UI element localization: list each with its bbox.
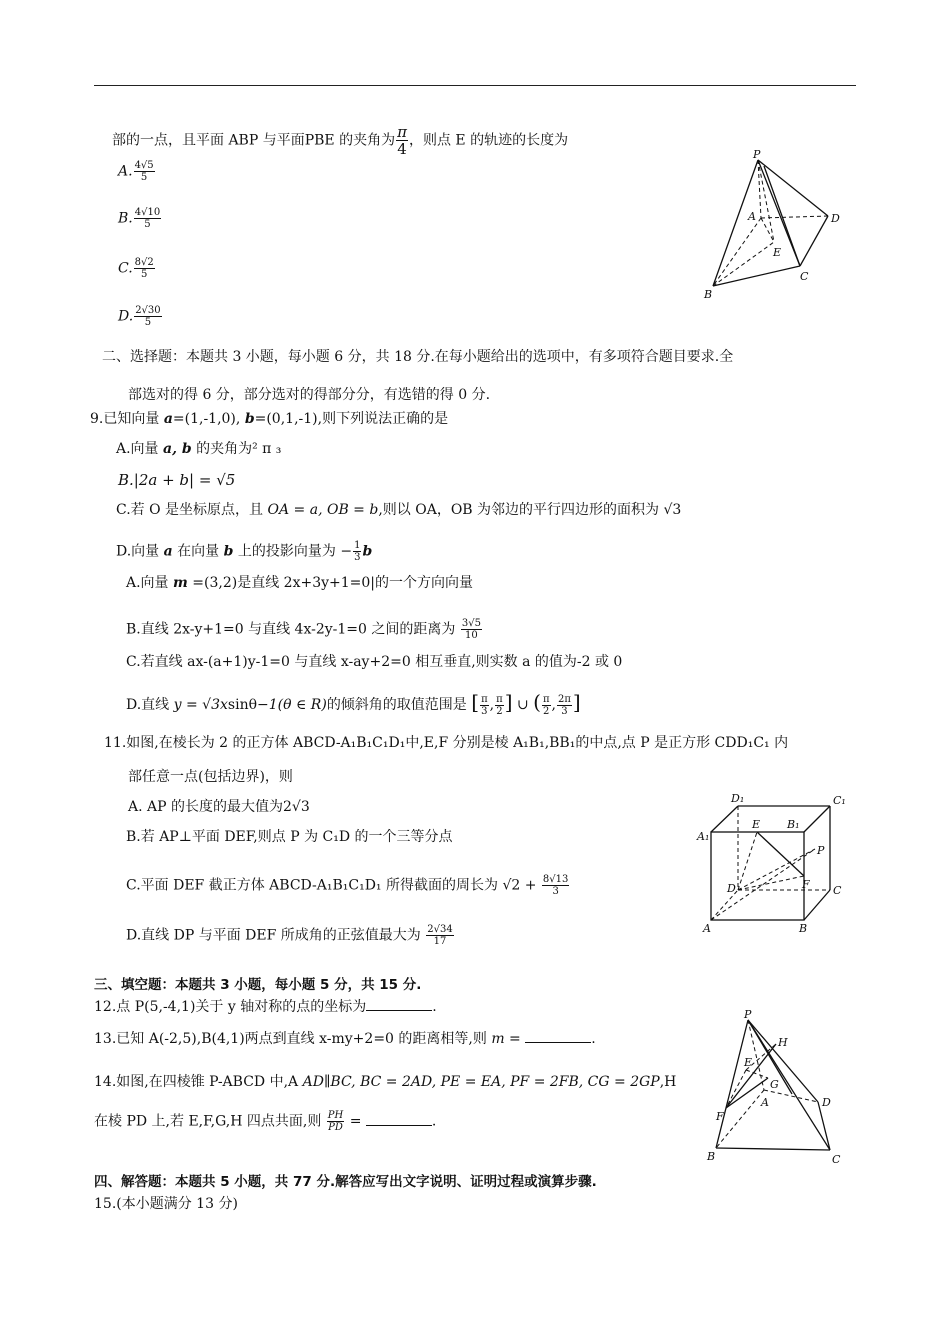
q11-option-d: D.直线 DP 与平面 DEF 所成角的正弦值最大为 $\frac{2√34}{17}$: [126, 924, 453, 947]
label-p: P: [753, 148, 761, 161]
q8-option-c: C. $\frac{8√2}{5}$: [118, 257, 154, 280]
q12-answer-blank: [366, 996, 432, 1011]
label-a1: A₁: [697, 830, 710, 843]
q8-option-d: D. $\frac{2√30}{5}$: [118, 305, 161, 328]
label-c: C: [800, 270, 809, 283]
label-b: B: [799, 922, 808, 935]
label-b1: B₁: [787, 818, 800, 831]
label-a: A: [748, 210, 756, 223]
q9-option-d: D.向量 a 在向量 b 上的投影向量为 − $\frac{1}{3}$ b: [116, 540, 373, 563]
q9-option-c: C.若 O 是坐标原点，且 OA = a, OB = b,则以 OA，OB 为邻边的平行四边形的面积为 √3: [116, 502, 682, 518]
label-b: B: [707, 1150, 716, 1163]
label-b: B: [704, 288, 713, 301]
q13-answer-blank: [525, 1028, 591, 1043]
q11-stem-line1: 11.如图,在棱长为 2 的正方体 ABCD-A₁B₁C₁D₁中,E,F 分别是棱 A₁B₁,BB₁的中点,点 P 是正方形 CDD₁C₁ 内: [104, 735, 789, 751]
label-d1: D₁: [731, 792, 745, 805]
q11-option-a: A. AP 的长度的最大值为2√3: [128, 799, 310, 815]
q12-text: 12.点 P(5,-4,1)关于 y 轴对称的点的坐标为 .: [94, 996, 437, 1017]
label-a: A: [761, 1096, 769, 1109]
label-f: F: [802, 878, 810, 891]
q10-option-b: B.直线 2x-y+1=0 与直线 4x-2y-1=0 之间的距离为 $\frac{3√5}{10}$: [126, 618, 481, 641]
label-f: F: [716, 1110, 724, 1123]
q9-option-a: A.向量 a, b 的夹角为² π ₃: [116, 441, 282, 457]
q8-stem: 部的一点，且平面 ABP 与平面PBE 的夹角为 $\frac{\pi}{4}$ ，则点 E 的轨迹的长度为: [112, 123, 569, 158]
section2-line1: 二、选择题：本题共 3 小题，每小题 6 分，共 18 分.在每小题给出的选项中，有多项符合题目要求.全: [102, 349, 734, 365]
q11-cube-figure: [695, 792, 855, 940]
label-e: E: [744, 1056, 753, 1069]
q10-option-d: D.直线 y = √3xsinθ−1(θ ∈ R)的倾斜角的取值范围是 [ $\frac{\pi}{3}$ , $\frac{\pi}{2}$ ] ∪ ( $\frac{\pi}{2}$ , $\frac{2\pi}{3}$ ]: [126, 690, 581, 717]
q11-option-c: C.平面 DEF 截正方体 ABCD-A₁B₁C₁D₁ 所得截面的周长为 √2 + $\frac{8√13}{3}$: [126, 874, 569, 897]
q8-option-a: A. $\frac{4√5}{5}$: [118, 160, 154, 183]
q14-line2: 在棱 PD 上,若 E,F,G,H 四点共面,则 $\frac{PH}{PD}$ = .: [94, 1110, 437, 1133]
q8-pyramid-figure: [690, 148, 850, 300]
section2-line2: 部选对的得 6 分，部分选对的得部分分，有选错的得 0 分.: [128, 387, 491, 403]
label-a: A: [703, 922, 711, 935]
label-e: E: [752, 818, 761, 831]
label-d: D: [831, 212, 840, 225]
label-c: C: [832, 1153, 841, 1166]
q8-option-b: B. $\frac{4√10}{5}$: [118, 207, 161, 230]
label-c: C: [833, 884, 842, 897]
label-p: P: [817, 844, 825, 857]
q14-answer-blank: [366, 1111, 432, 1126]
q14-pyramid-figure: [700, 1010, 850, 1165]
section3-title: 三、填空题：本题共 3 小题，每小题 5 分，共 15 分.: [94, 977, 422, 993]
section4-title: 四、解答题：本题共 5 小题，共 77 分.解答应写出文字说明、证明过程或演算步骤.: [94, 1174, 597, 1190]
q9-option-b: B.|2a + b| = √5: [118, 471, 236, 489]
label-h: H: [778, 1036, 788, 1049]
label-c1: C₁: [833, 794, 846, 807]
label-p: P: [744, 1008, 752, 1021]
label-g: G: [770, 1078, 779, 1091]
q9-stem: 9.已知向量 a=(1,-1,0), b=(0,1,-1),则下列说法正确的是: [90, 411, 449, 427]
label-e: E: [773, 246, 782, 259]
label-d: D: [727, 882, 736, 895]
q15-text: 15.(本小题满分 13 分): [94, 1196, 238, 1212]
q11-option-b: B.若 AP⊥平面 DEF,则点 P 为 C₁D 的一个三等分点: [126, 829, 453, 845]
label-d: D: [822, 1096, 831, 1109]
q10-option-a: A.向量 m =(3,2)是直线 2x+3y+1=0|的一个方向向量: [126, 575, 474, 591]
q13-text: 13.已知 A(-2,5),B(4,1)两点到直线 x-my+2=0 的距离相等,则 m = .: [94, 1028, 596, 1049]
header-rule: [94, 85, 856, 86]
q10-option-c: C.若直线 ax-(a+1)y-1=0 与直线 x-ay+2=0 相互垂直,则实数 a 的值为-2 或 0: [126, 654, 623, 670]
q14-line1: 14.如图,在四棱锥 P-ABCD 中,A AD∥BC, BC = 2AD, PE = EA, PF = 2FB, CG = 2GP,H: [94, 1074, 677, 1090]
q11-stem-line2: 部任意一点(包括边界)，则: [128, 769, 293, 785]
